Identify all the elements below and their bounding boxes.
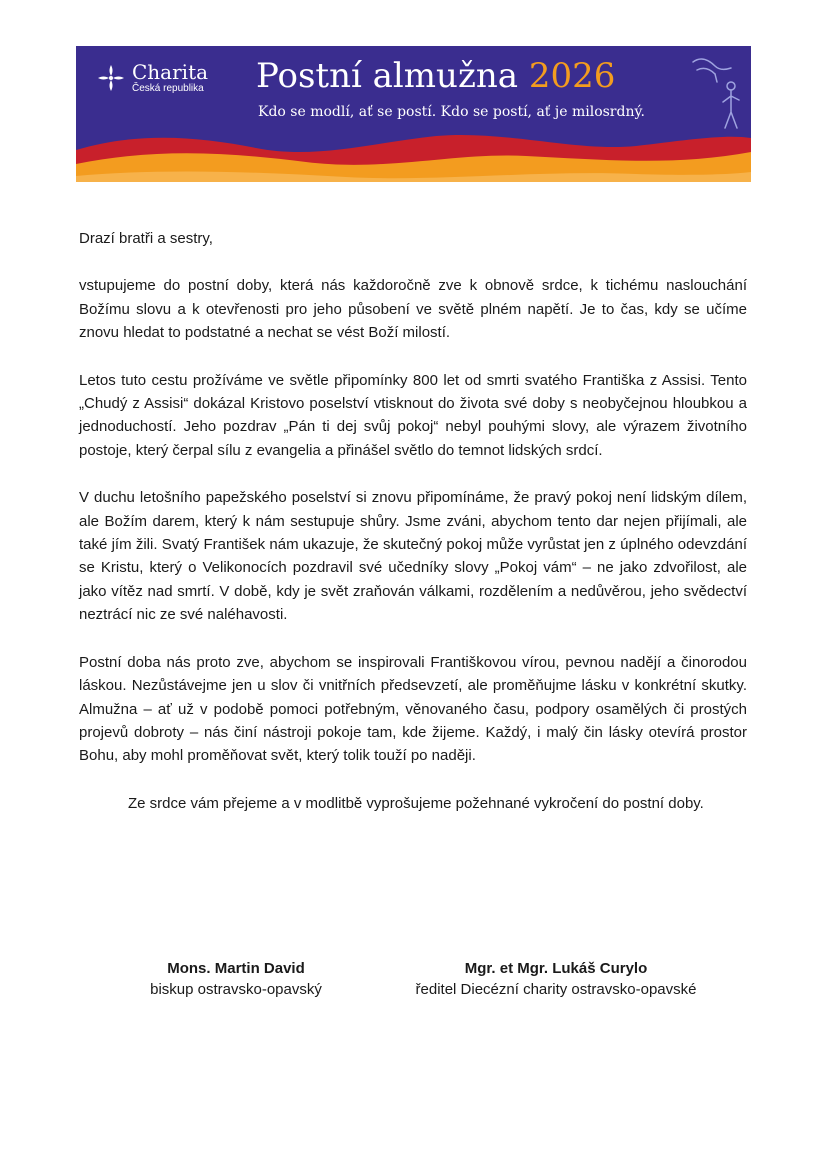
signature-director bbox=[390, 958, 722, 1000]
signatory-role: ředitel Diecézní charity ostravsko-opavské bbox=[415, 981, 697, 998]
letter-paragraph: Letos tuto cestu prožíváme ve světle připomínky 800 let od smrti svatého Františka z Assisi. Tento „Chudý z Assisi“ dokázal Kristovo poselství vtisknout do života své doby s neobyčejnou hloubkou a jednoduchostí. Jeho pozdrav „Pán ti dej svůj pokoj“ nebyl pouhými slovy, ale výrazem životního postoje, který čerpal sílu z evangelia a přinášel světlo do temnot lidských srdcí. bbox=[79, 371, 747, 459]
signatory-name: Mgr. et Mgr. Lukáš Curylo bbox=[464, 960, 648, 977]
charita-cross-icon bbox=[96, 63, 126, 93]
banner-waves bbox=[76, 122, 751, 182]
letter-paragraph: Postní doba nás proto zve, abychom se inspirovali Františkovou vírou, pevnou nadějí a činorodou láskou. Nezůstávejme jen u slov či vnitřních předsevzetí, ale proměňujme lásku v konkrétní skutky. Almužna – ať už v podobě pomoci potřebným, věnovaného času, podpory osamělých či prostých projevů dobroty – nás činí nástroji pokoje tam, kde žijeme. Každý, i malý čin lásky otevírá prostor Bohu, aby mohl proměňovat svět, který tolik touží po naději. bbox=[79, 653, 747, 765]
letter-closing: Ze srdce vám přejeme a v modlitbě vyprošujeme požehnané vykročení do postní doby. bbox=[128, 794, 704, 812]
banner-motto: Kdo se modlí, ať se postí. Kdo se postí, ať je milosrdný. bbox=[258, 104, 645, 120]
letter-paragraph: V duchu letošního papežského poselství si znovu připomínáme, že pravý pokoj není lidským dílem, ale Božím darem, který k nám sestupuje shůry. Jsme zváni, abychom tento dar nejen přijímali, ale také jím žili. Svatý František nám ukazuje, že skutečný pokoj může vyrůstat jen z úplného odevzdání se Kristu, který o Velikonocích pozdravil své učedníky slovy „Pokoj vám“ – ne jako zdvořilost, ale jako vítěz nad smrtí. V době, kdy je svět zraňován válkami, rozdělením a nedůvěrou, jeho svědectví neztrácí nic ze své naléhavosti. bbox=[79, 489, 747, 624]
letter-body bbox=[79, 227, 747, 839]
logo-name: Charita bbox=[132, 60, 209, 84]
campaign-banner bbox=[76, 46, 751, 182]
banner-title-year: 2026 bbox=[528, 56, 616, 96]
banner-title bbox=[256, 56, 615, 96]
letter-greeting: Drazí bratři a sestry, bbox=[79, 230, 213, 247]
letter-paragraph: vstupujeme do postní doby, která nás každoročně zve k obnově srdce, k tichému naslouchání Božímu slovu a k otevřenosti pro jeho působení ve světě plném napětí. Je to čas, kdy se učíme znovu hledat to podstatné a nechat se vést Boží milostí. bbox=[79, 277, 747, 342]
signatory-name: Mons. Martin David bbox=[167, 960, 305, 977]
pilgrim-illustration-icon bbox=[687, 52, 743, 132]
signatory-role: biskup ostravsko-opavský bbox=[150, 981, 322, 998]
banner-title-main: Postní almužna bbox=[256, 56, 519, 96]
signature-bishop bbox=[96, 958, 376, 1000]
logo-subtitle: Česká republika bbox=[132, 83, 204, 94]
charita-logo bbox=[96, 62, 208, 94]
